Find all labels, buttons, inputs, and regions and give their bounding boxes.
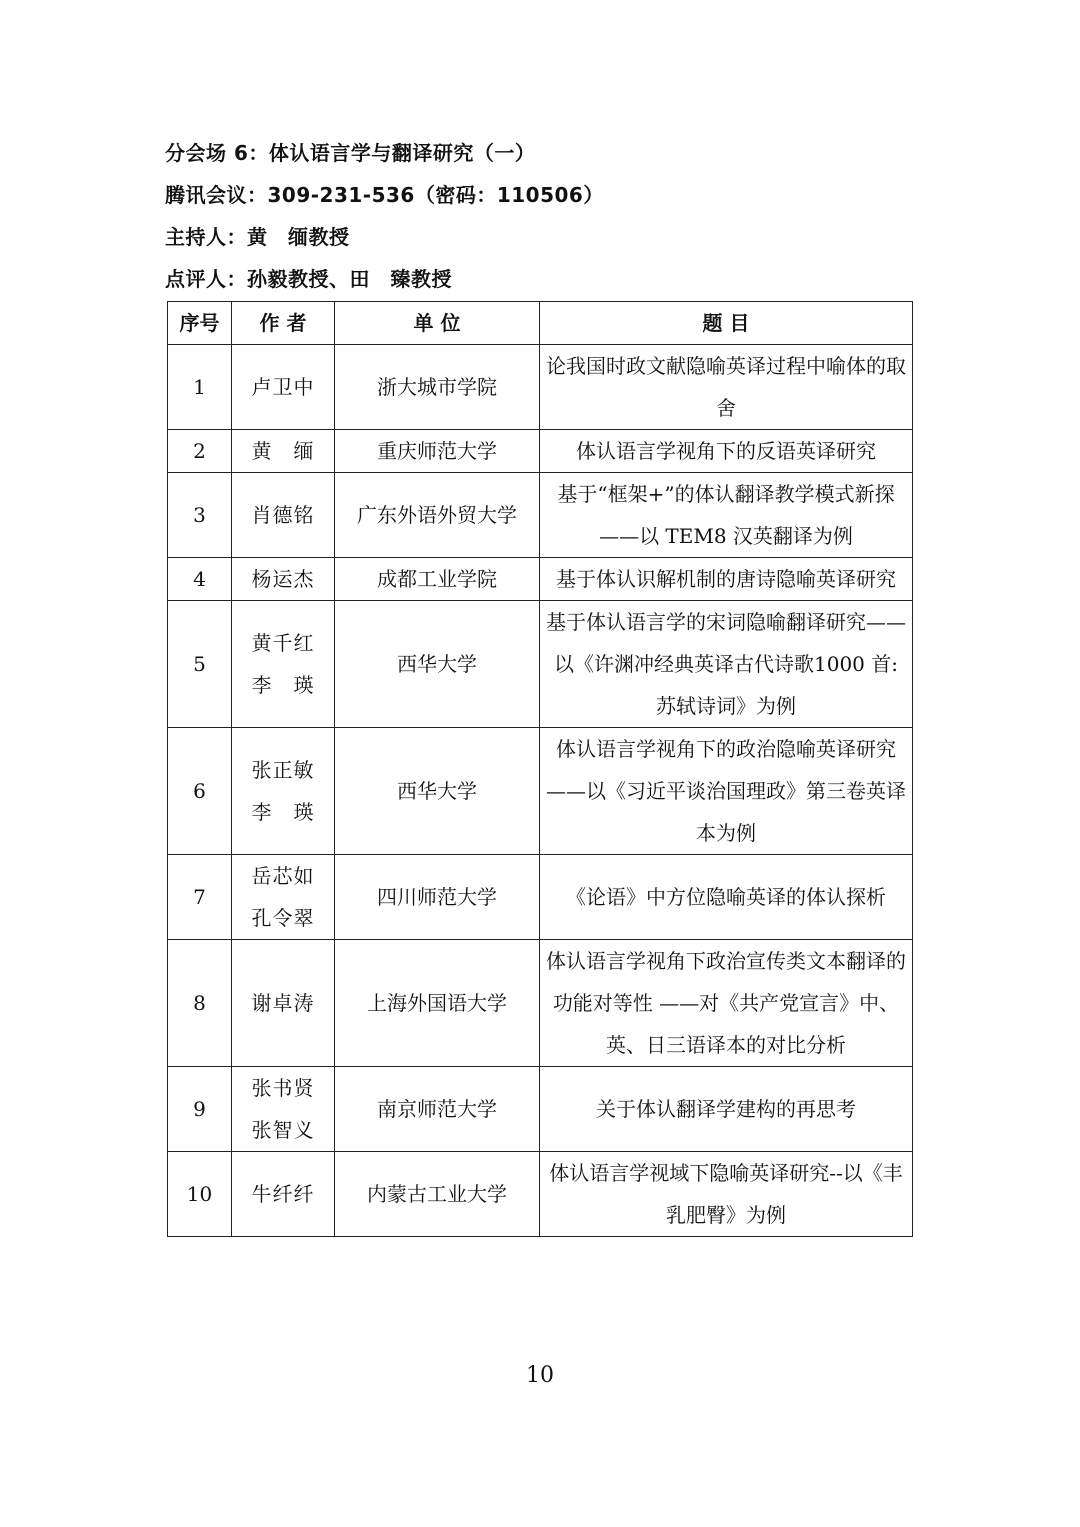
row-title: 基于“框架+”的体认翻译教学模式新探——以 TEM8 汉英翻译为例 [540,473,913,558]
author-name: 张书贤 [251,1076,315,1100]
table-row [168,345,913,430]
row-number: 2 [168,430,232,473]
row-unit: 西华大学 [335,601,540,728]
column-header-number: 序号 [168,302,232,345]
row-title: 基于体认语言学的宋词隐喻翻译研究——以《许渊冲经典英译古代诗歌1000 首:苏轼诗词》为例 [540,601,913,728]
reviewer-info: 点评人：孙毅教授、田 臻教授 [165,267,452,291]
author-name: 黄 缅 [251,439,315,463]
row-number: 8 [168,940,232,1067]
row-title: 《论语》中方位隐喻英译的体认探析 [540,855,913,940]
table-row [168,558,913,601]
row-unit: 上海外国语大学 [335,940,540,1067]
row-title: 基于体认识解机制的唐诗隐喻英译研究 [540,558,913,601]
row-number: 7 [168,855,232,940]
row-number: 10 [168,1152,232,1237]
table-body [168,345,913,1237]
row-authors [232,855,335,940]
row-authors [232,1067,335,1152]
host-info: 主持人：黄 缅教授 [165,225,350,249]
column-header-title: 题 目 [540,302,913,345]
row-unit: 成都工业学院 [335,558,540,601]
row-authors [232,473,335,558]
table-row [168,601,913,728]
row-authors [232,1152,335,1237]
table-row [168,940,913,1067]
author-name: 谢卓涛 [251,991,315,1015]
table-row [168,728,913,855]
row-title: 论我国时政文献隐喻英译过程中喻体的取舍 [540,345,913,430]
row-title: 体认语言学视角下的反语英译研究 [540,430,913,473]
presentation-table [167,301,913,1237]
author-name: 肖德铭 [251,503,315,527]
author-name: 孔令翠 [251,906,315,930]
row-authors [232,430,335,473]
author-name: 黄千红 [251,631,315,655]
row-number: 6 [168,728,232,855]
author-name: 岳芯如 [251,864,315,888]
table-header-row [168,302,913,345]
author-name: 李 瑛 [251,800,315,824]
column-header-unit: 单 位 [335,302,540,345]
row-unit: 西华大学 [335,728,540,855]
author-name: 张智义 [251,1118,315,1142]
table-row [168,473,913,558]
author-name: 张正敏 [251,758,315,782]
author-name: 卢卫中 [251,375,315,399]
column-header-author: 作 者 [232,302,335,345]
meeting-info: 腾讯会议：309-231-536（密码：110506） [165,183,604,207]
table-row [168,1067,913,1152]
row-number: 9 [168,1067,232,1152]
session-header [165,132,925,300]
row-authors [232,558,335,601]
row-title: 体认语言学视角下的政治隐喻英译研究——以《习近平谈治国理政》第三卷英译本为例 [540,728,913,855]
row-unit: 四川师范大学 [335,855,540,940]
page-number: 10 [526,1363,554,1388]
row-number: 3 [168,473,232,558]
row-authors [232,728,335,855]
row-authors [232,940,335,1067]
row-number: 1 [168,345,232,430]
row-authors [232,345,335,430]
row-number: 5 [168,601,232,728]
table-row [168,1152,913,1237]
row-unit: 南京师范大学 [335,1067,540,1152]
row-unit: 广东外语外贸大学 [335,473,540,558]
author-name: 牛纤纤 [251,1182,315,1206]
table-row [168,855,913,940]
table-row [168,430,913,473]
row-unit: 内蒙古工业大学 [335,1152,540,1237]
row-authors [232,601,335,728]
row-title: 体认语言学视域下隐喻英译研究--以《丰乳肥臀》为例 [540,1152,913,1237]
row-unit: 重庆师范大学 [335,430,540,473]
author-name: 杨运杰 [251,567,315,591]
table-header [168,302,913,345]
row-unit: 浙大城市学院 [335,345,540,430]
row-number: 4 [168,558,232,601]
session-title: 分会场 6：体认语言学与翻译研究（一） [165,141,536,165]
author-name: 李 瑛 [251,673,315,697]
row-title: 关于体认翻译学建构的再思考 [540,1067,913,1152]
row-title: 体认语言学视角下政治宣传类文本翻译的功能对等性 ——对《共产党宣言》中、英、日三语译本的对比分析 [540,940,913,1067]
